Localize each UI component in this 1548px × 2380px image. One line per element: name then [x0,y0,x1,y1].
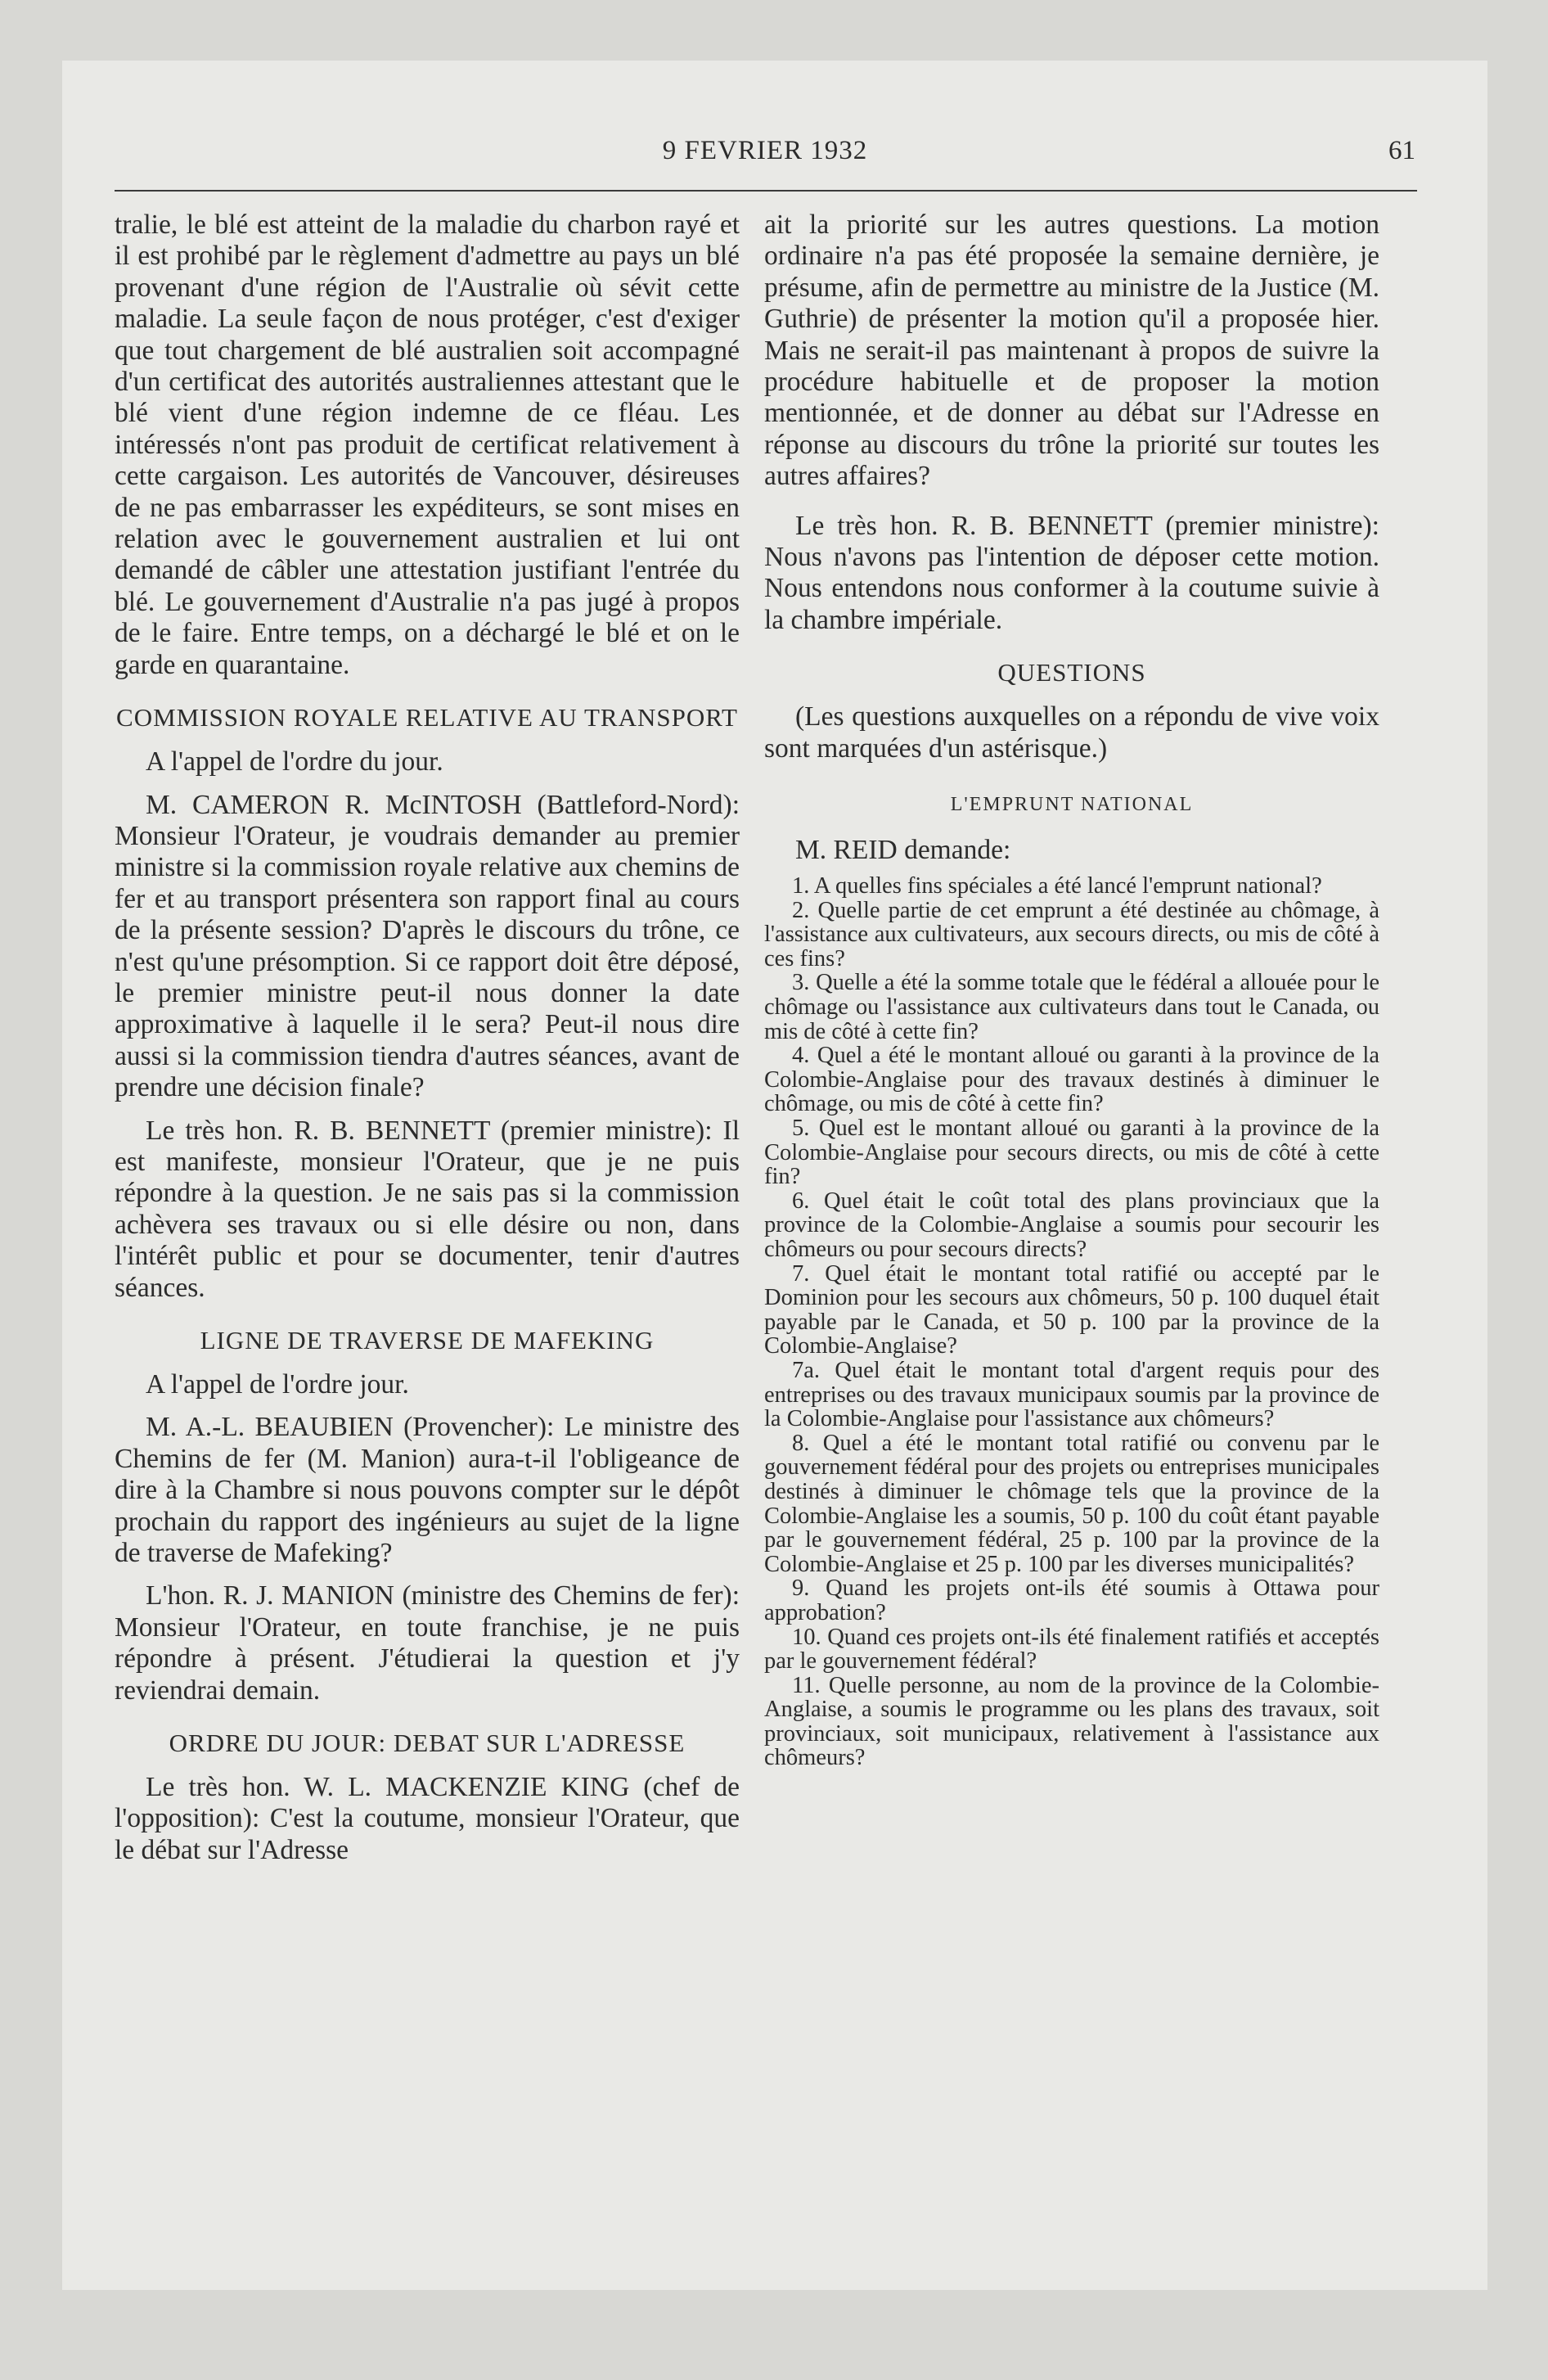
paragraph: ait la priorité sur les autres questions. La motion ordinaire n'a pas été proposée la semaine dernière, je présume, afin de permettre au ministre de la Justice (M. Guthrie) de présenter la motion qu'il a proposée hier. Mais ne serait-il pas maintenant à propos de suivre la procédure habituelle et de proposer la motion mentionnée, et de donner au débat sur l'Adresse en réponse au discours du trône la priorité sur toutes les autres affaires? [764,210,1379,492]
section-heading: COMMISSION ROYALE RELATIVE AU TRANSPORT [116,703,738,732]
question-item: 9. Quand les projets ont-ils été soumis à Ottawa pour approbation? [764,1575,1379,1625]
question-item: 5. Quel est le montant alloué ou garanti à la province de la Colombie-Anglaise pour secours directs, ou mis de côté à cette fin? [764,1116,1379,1190]
question-item: 2. Quelle partie de cet emprunt a été destinée au chômage, à l'assistance aux cultivateurs, aux secours directs, ou mis de côté à ces fins? [764,897,1379,971]
page-date-title: 9 FEVRIER 1932 [662,136,868,165]
header-rule [115,190,1417,192]
question-item: 10. Quand ces projets ont-ils été finalement ratifiés et acceptés par le gouvernement fédéral? [764,1624,1379,1675]
question-item: 8. Quel a été le montant total ratifié ou convenu par le gouvernement fédéral pour des projets ou entreprises municipales destinés à diminuer le chômage tels que la province de la Colombie-Anglaise les a soumis, 50 p. 100 du coût étant payable par le gouvernement fédéral, 25 p. 100 par la province de la Colombie-Anglaise et 25 p. 100 par les diverses municipalités? [764,1430,1379,1577]
paragraph: L'hon. R. J. MANION (ministre des Chemins de fer): Monsieur l'Orateur, en toute franchise, je ne puis répondre à présent. J'étudierai la question et j'y reviendrai demain. [115,1580,740,1706]
question-item: 6. Quel était le coût total des plans provinciaux que la province de la Colombie-Anglaise a soumis pour secourir les chômeurs ou pour secours directs? [764,1188,1379,1262]
question-item: 11. Quelle personne, au nom de la province de la Colombie-Anglaise, a soumis le programme ou les plans des travaux, soit provinciaux, soit municipaux, relativement à l'assistance aux chômeurs? [764,1672,1379,1771]
paragraph: (Les questions auxquelles on a répondu de vive voix sont marquées d'un astérisque.) [764,701,1379,764]
paragraph: M. CAMERON R. McINTOSH (Battleford-Nord): Monsieur l'Orateur, je voudrais demander au premier ministre si la commission royale relative aux chemins de fer et au transport présentera son rapport final au cours de la présente session? D'après le discours du trône, ce n'est qu'une présomption. Si ce rapport doit être déposé, le premier ministre peut-il nous donner la date approximative à laquelle il le sera? Peut-il nous dire aussi si la commission tiendra d'autres séances, avant de prendre une décision finale? [115,789,740,1103]
paragraph: Le très hon. R. B. BENNETT (premier ministre): Nous n'avons pas l'intention de déposer cette motion. Nous entendons nous conformer à la coutume suivie à la chambre impériale. [764,510,1379,635]
section-heading: QUESTIONS [997,658,1146,687]
question-list [764,874,1379,1770]
paragraph: A l'appel de l'ordre jour. [146,1369,409,1400]
question-asker: M. REID demande: [795,835,1011,866]
spacer [115,778,740,790]
question-item: 3. Quelle a été la somme totale que le fédéral a allouée pour le chômage ou l'assistance aux cultivateurs dans tout le Canada, ou mis de côté à cette fin? [764,970,1379,1044]
question-item: 1. A quelles fins spéciales a été lancé l'emprunt national? [792,873,1322,899]
paragraph: Le très hon. R. B. BENNETT (premier ministre): Il est manifeste, monsieur l'Orateur, que je ne puis répondre à la question. Je ne sais pas si la commission achèvera ses travaux ou si elle désire ou non, dans l'intérêt public et pour se documenter, tenir d'autres séances. [115,1115,740,1303]
spacer [115,1400,740,1412]
subsection-heading: L'EMPRUNT NATIONAL [950,794,1194,816]
section-heading: ORDRE DU JOUR: DEBAT SUR L'ADRESSE [169,1729,686,1758]
paragraph: Le très hon. W. L. MACKENZIE KING (chef de l'opposition): C'est la coutume, monsieur l'Orateur, que le débat sur l'Adresse [115,1772,740,1865]
right-column [764,210,1379,1770]
spacer [115,1569,740,1580]
spacer [764,493,1379,511]
question-item: 4. Quel a été le montant alloué ou garanti à la province de la Colombie-Anglaise pour des travaux destinés à diminuer le chômage, ou mis de côté à cette fin? [764,1043,1379,1117]
paragraph: A l'appel de l'ordre du jour. [146,746,443,778]
question-item: 7. Quel était le montant total ratifié ou accepté par le Dominion pour les secours aux chômeurs, 50 p. 100 duquel était payable par le Canada, et 50 p. 100 par la province de la Colombie-Anglaise? [764,1260,1379,1359]
left-column [115,210,740,1866]
section-heading: LIGNE DE TRAVERSE DE MAFEKING [200,1326,655,1355]
spacer [115,1104,740,1116]
paragraph: tralie, le blé est atteint de la maladie du charbon rayé et il est prohibé par le règlement d'admettre au pays un blé provenant d'une région de l'Australie où sévit cette maladie. La seule façon de nous protéger, c'est d'exiger que tout chargement de blé australien soit accompagné d'un certificat des autorités australiennes attestant que le blé vient d'une région indemne de ce fléau. Les intéressés n'ont pas produit de certificat relativement à cette cargaison. Les autorités de Vancouver, désireuses de ne pas embarrasser les expéditeurs, se sont mises en relation avec le gouvernement australien et lui ont demandé de câbler une attestation justifiant l'entrée du blé. Le gouvernement d'Australie n'a pas jugé à propos de le faire. Entre temps, on a déchargé le blé et on le garde en quarantaine. [115,210,740,680]
page-header [115,134,1415,175]
page-number: 61 [1388,136,1415,165]
question-item: 7a. Quel était le montant total d'argent requis pour des entreprises ou des travaux municipaux soumis par la province de la Colombie-Anglaise pour l'assistance aux chômeurs? [764,1357,1379,1432]
paragraph: M. A.-L. BEAUBIEN (Provencher): Le ministre des Chemins de fer (M. Manion) aura-t-il l'obligeance de dire à la Chambre si nous pouvons compter sur le dépôt prochain du rapport des ingénieurs au sujet de la ligne de traverse de Mafeking? [115,1412,740,1569]
